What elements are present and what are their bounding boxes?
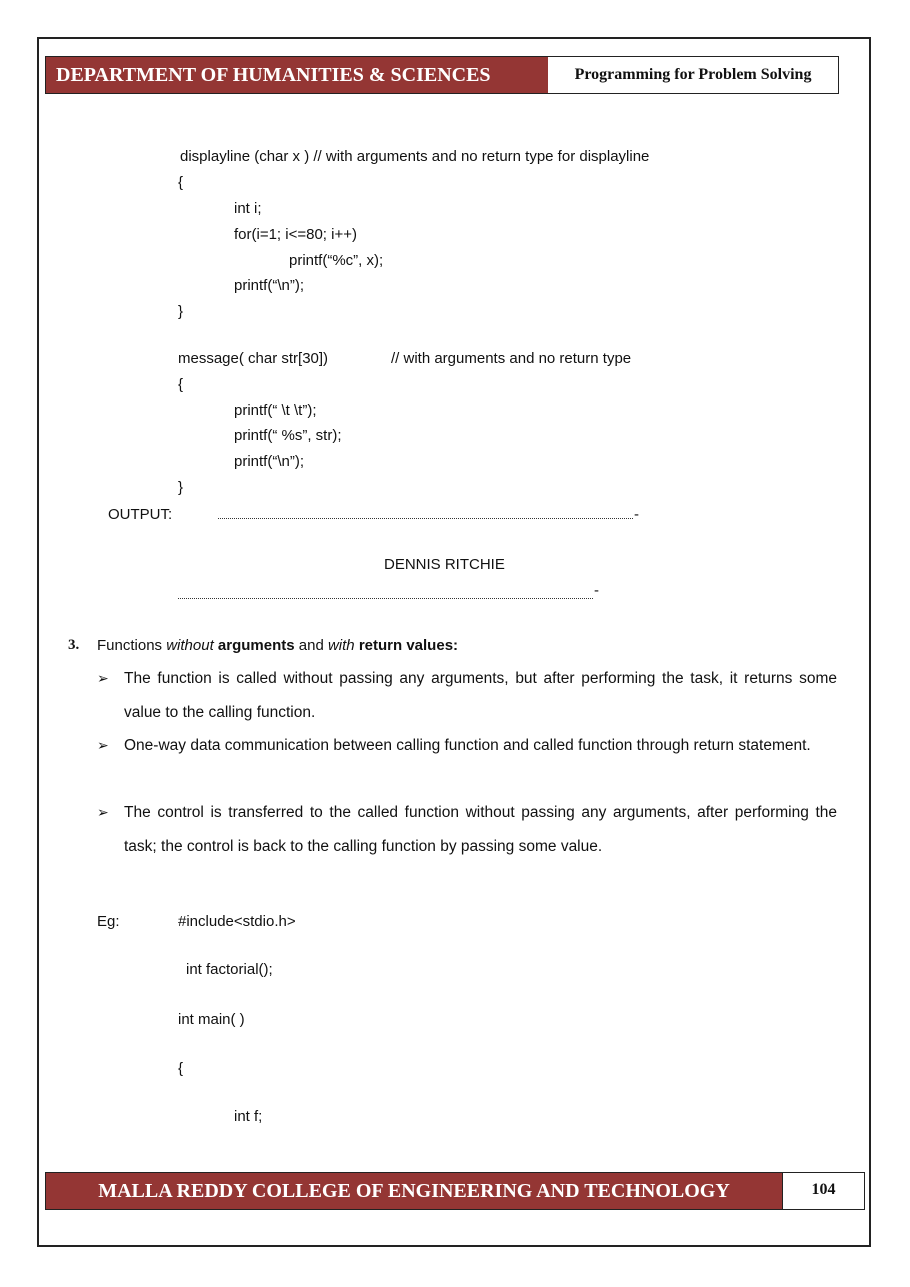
- code-line-for: for(i=1; i<=80; i++): [234, 226, 357, 243]
- page-header: [45, 56, 839, 94]
- code-line-message: message( char str[30]): [178, 350, 329, 367]
- output-label: OUTPUT:: [108, 506, 173, 523]
- code-line-brace-close: }: [178, 303, 184, 320]
- bullet-arrow-icon: ➢: [97, 737, 109, 753]
- output-dotted-line-1: [218, 518, 633, 519]
- bullet-text-3: The control is transferred to the called function without passing any arguments, after performing the task; the control is back to the calling function by passing some value.: [124, 804, 837, 855]
- code-line-int-i: int i;: [234, 200, 262, 217]
- code-line-printf-newline: printf(“\n”);: [234, 277, 305, 294]
- example-line-brace: {: [178, 1060, 184, 1077]
- example-label: Eg:: [97, 913, 120, 930]
- code-line-printf-tabs: printf(“ \t \t”);: [234, 402, 317, 419]
- example-line-prototype: int factorial();: [186, 961, 273, 978]
- example-line-main: int main( ): [178, 1011, 245, 1028]
- bullet-arrow-icon: ➢: [97, 670, 109, 686]
- code-comment-message: // with arguments and no return type: [391, 350, 632, 367]
- output-dash-1: -: [634, 506, 639, 523]
- code-line-displayline: displayline (char x ) // with arguments and no return type for displayline: [180, 148, 650, 165]
- output-dash-2: -: [594, 582, 599, 599]
- section-heading: Functions without arguments and with return values:: [97, 637, 459, 654]
- page-footer: [45, 1172, 865, 1210]
- code-line-printf-str: printf(“ %s”, str);: [234, 427, 342, 444]
- department-title: DEPARTMENT OF HUMANITIES & SCIENCES: [46, 57, 548, 93]
- code-line-brace-open: {: [178, 174, 184, 191]
- course-title: Programming for Problem Solving: [574, 66, 812, 83]
- code-line-brace-open-2: {: [178, 376, 184, 393]
- example-line-include: #include<stdio.h>: [178, 913, 296, 930]
- bullet-text-2: One-way data communication between calling function and called function through return statement.: [124, 737, 811, 754]
- code-line-brace-close-2: }: [178, 479, 184, 496]
- bullet-text-1: The function is called without passing any arguments, but after performing the task, it returns some value to the calling function.: [124, 670, 837, 721]
- output-name: DENNIS RITCHIE: [384, 556, 505, 573]
- bullet-arrow-icon: ➢: [97, 804, 109, 820]
- code-line-printf-newline-2: printf(“\n”);: [234, 453, 305, 470]
- code-line-printf-c: printf(“%c”, x);: [289, 252, 384, 269]
- example-line-int-f: int f;: [234, 1108, 263, 1125]
- page-number: 104: [782, 1173, 864, 1209]
- output-dotted-line-2: [178, 598, 593, 599]
- section-number: 3.: [68, 637, 80, 653]
- college-name: MALLA REDDY COLLEGE OF ENGINEERING AND TECHNOLOGY: [46, 1173, 782, 1209]
